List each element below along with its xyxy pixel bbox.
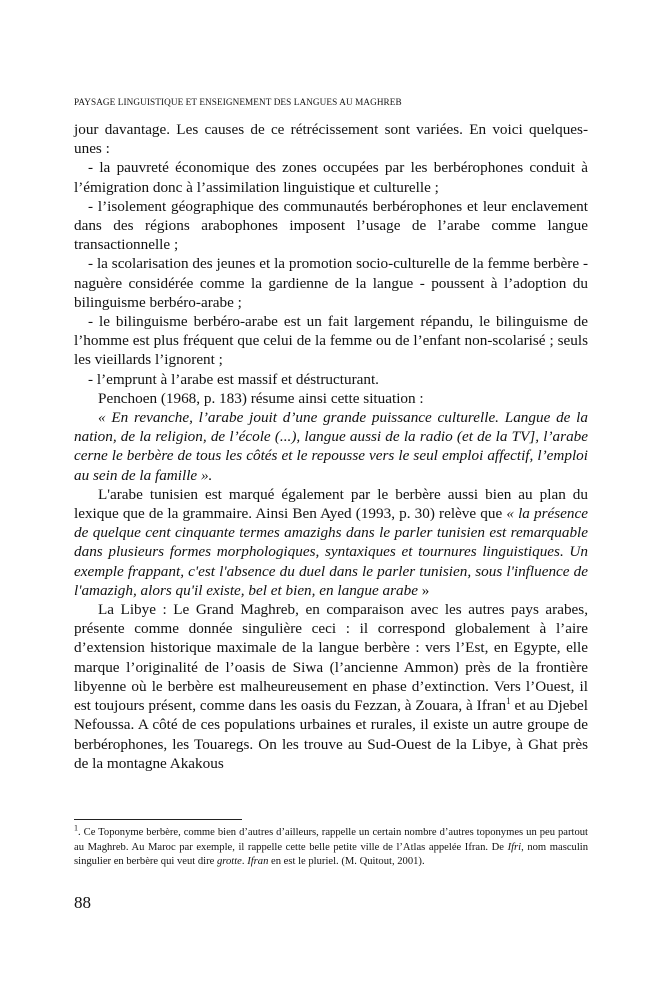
footnote-marker: 1 [74, 823, 78, 833]
tunisien-quote: « la présence de quelque cent cinquante termes amazighs dans le parler tunisien est remarquable dans plusieurs formes morphologiques, syntaxiques et tournures linguistiques. Un exemple frappant, c'est l'absence du duel dans le parler tunisien, sous l'influence de l'amazigh, alors qu'il existe, bel et bien, en langue arabe [74, 505, 588, 599]
footnote-term: Ifran [247, 856, 269, 868]
footnote [74, 823, 589, 870]
intro-paragraph: jour davantage. Les causes de ce rétrécissement sont variées. En voici quelques-unes : [74, 121, 588, 158]
cause-item: - la pauvreté économique des zones occupées par les berbérophones conduit à l’émigration donc à l’assimilation linguistique et culturelle ; [74, 159, 588, 196]
penchoen-quote [74, 408, 588, 485]
footnote-reference: 1 [506, 696, 511, 707]
libye-paragraph [74, 600, 588, 773]
cause-item: - le bilinguisme berbéro-arabe est un fait largement répandu, le bilinguisme de l’homme est plus fréquent que celui de la femme ou de l’enfant non-scolarisé ; seuls les vieillards l’ignorent ; [74, 313, 588, 369]
page-number: 88 [74, 893, 91, 912]
penchoen-intro: Penchoen (1968, p. 183) résume ainsi cette situation : [98, 389, 424, 407]
footnote-text [74, 823, 589, 870]
tunisien-intro: L'arabe tunisien est marqué également par le berbère aussi bien au plan du lexique que de la grammaire. Ainsi Ben Ayed (1993, p. 30) relève que [74, 485, 588, 523]
penchoen-quote-text: « En revanche, l’arabe jouit d’une grande puissance culturelle. Langue de la nation, de la religion, de l’école (...), langue aussi de la radio (et de la TV], l’arabe cerne le berbère de tous les côtés et le repousse vers le seul emploi affectif, l’emploi au sein de la famille ». [74, 409, 588, 484]
footnote-part: . Ce Toponyme berbère, comme bien d’autres d’ailleurs, rappelle un certain nombre d’autres toponymes un peu partout au Maghreb. Au Maroc par exemple, il rappelle cette belle petite ville de l’Atlas appelée Ifran. De [74, 827, 588, 853]
footnote-part: en est le pluriel. (M. Quitout, 2001). [268, 856, 425, 868]
footnote-part: . [241, 856, 248, 868]
tunisien-paragraph [74, 485, 588, 600]
cause-item: - la scolarisation des jeunes et la promotion socio-culturelle de la femme berbère - naguère considérée comme la gardienne de la langue - poussent à l’adoption du bilinguisme berbéro-arabe ; [74, 255, 588, 311]
libye-text-1: La Libye : Le Grand Maghreb, en comparaison avec les autres pays arabes, présente comme donnée singulière ceci : il correspond globalement à l’aire d’extension historique maximale de la langue berbère : vers l’Est, en Egypte, elle marque l’originalité de l’oasis de Siwa (l’ancienne Ammon) près de la frontière libyenne où le berbère est malheureusement en phase d’extinction. Vers l’Ouest, il est toujours présent, comme dans les oasis du Fezzan, à Zouara, à Ifran [74, 601, 588, 715]
tunisien-close: » [417, 581, 430, 599]
cause-item: - l’emprunt à l’arabe est massif et déstructurant. [88, 370, 379, 388]
footnote-divider [74, 819, 242, 820]
footnote-term: Ifri [507, 841, 522, 853]
running-header: PAYSAGE LINGUISTIQUE ET ENSEIGNEMENT DES LANGUES AU MAGHREB [74, 97, 402, 107]
footnote-part: , nom masculin singulier en berbère qui veut dire [74, 841, 589, 868]
footnote-term: grotte [216, 856, 242, 868]
cause-item: - l’isolement géographique des communautés berbérophones et leur enclavement dans des régions arabophones imposent l’usage de l’arabe comme langue transactionnelle ; [74, 197, 588, 254]
libye-text-2: et au Djebel Nefoussa. A côté de ces populations urbaines et rurales, il existe un autre groupe de berbérophones, les Touaregs. On les trouve au Sud-Ouest de la Libye, à Ghat près de la montagne Akakous [74, 697, 589, 772]
body-text [74, 120, 588, 773]
